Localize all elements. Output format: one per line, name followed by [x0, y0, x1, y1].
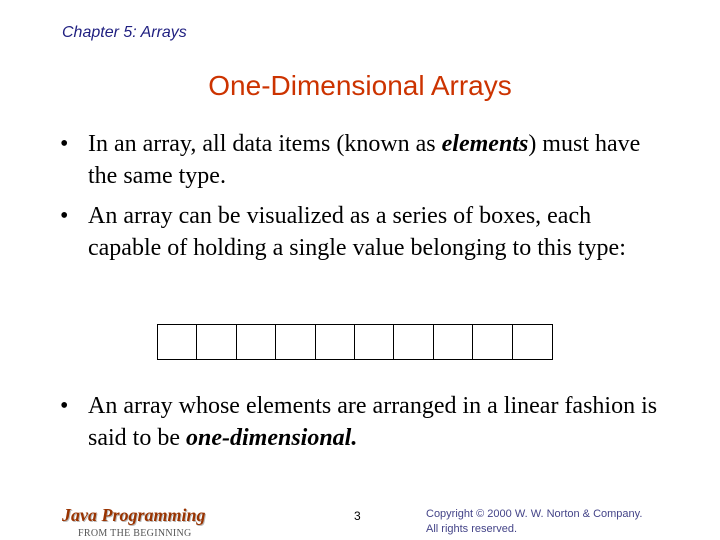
bullet-item-2: [60, 200, 660, 264]
array-box: [158, 325, 197, 359]
array-box: [394, 325, 433, 359]
array-box: [473, 325, 512, 359]
array-box: [276, 325, 315, 359]
array-box: [197, 325, 236, 359]
footer-brand: Java Programming: [62, 505, 206, 525]
array-box: [434, 325, 473, 359]
bullet-emphasis: one-dimensional.: [185, 425, 358, 451]
array-box: [355, 325, 394, 359]
bullet-text: [88, 128, 660, 192]
bullet-emphasis: elements: [441, 131, 529, 157]
footer-subtitle: FROM THE BEGINNING: [78, 528, 192, 539]
bullet-text-part: ) must have the same type.: [88, 131, 641, 189]
bullet-text: [88, 390, 660, 454]
copyright-line-2: All rights reserved.: [426, 523, 518, 535]
bullet-marker: •: [60, 131, 69, 157]
bullet-item-3: [60, 390, 660, 454]
array-box: [237, 325, 276, 359]
bullet-text-part: In an array, all data items (known as: [88, 131, 442, 157]
copyright-line-1: Copyright © 2000 W. W. Norton & Company.: [426, 508, 643, 520]
array-box: [316, 325, 355, 359]
slide-title: One-Dimensional Arrays: [208, 70, 512, 101]
bullet-marker: •: [60, 393, 69, 419]
array-box: [513, 325, 552, 359]
bullet-text: An array can be visualized as a series of boxes, each capable of holding a single value belonging to this type:: [88, 203, 626, 261]
copyright-notice: [426, 507, 642, 537]
bullet-marker: •: [60, 203, 69, 229]
bullet-text-part: An array whose elements are arranged in a linear fashion is said to be: [88, 393, 658, 451]
page-number: 3: [354, 509, 361, 523]
array-boxes-diagram: [157, 324, 553, 360]
bullet-item-1: [60, 128, 660, 192]
chapter-header: Chapter 5: Arrays: [62, 24, 187, 41]
